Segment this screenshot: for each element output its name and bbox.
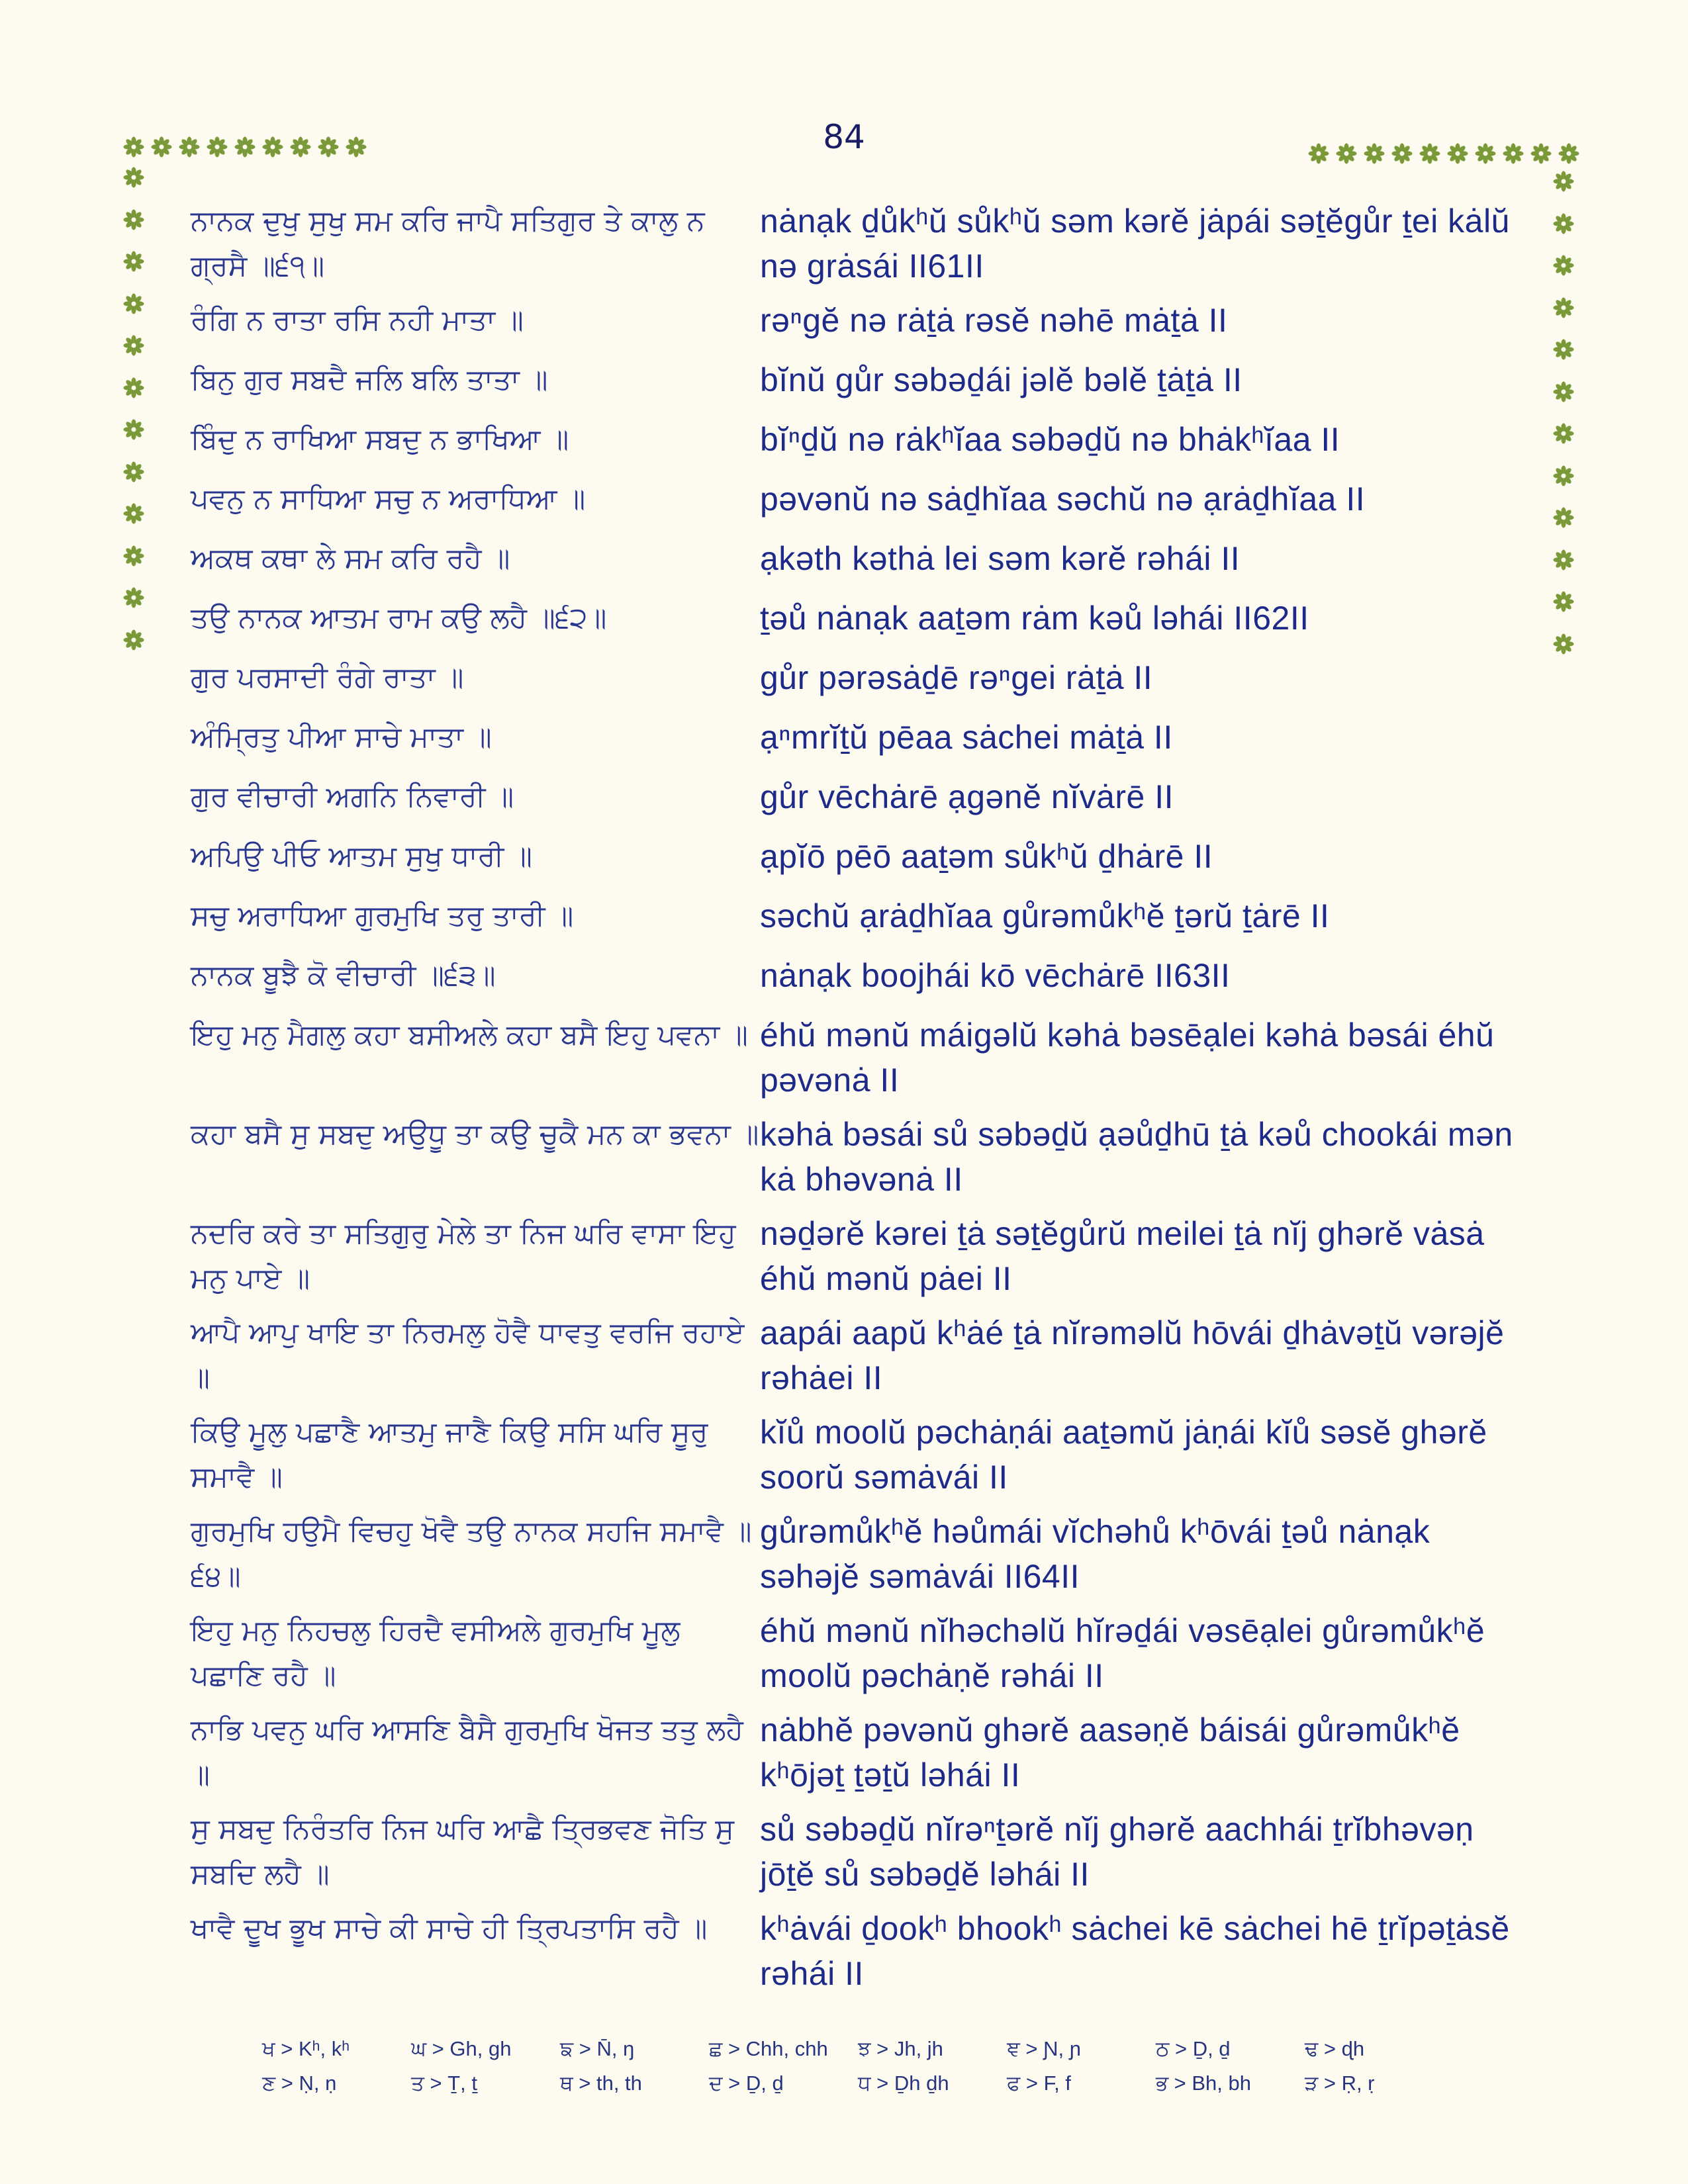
flower-icon <box>1553 171 1574 192</box>
verse-row <box>191 774 1528 825</box>
verse-row <box>191 536 1528 586</box>
transliteration-line: ṯəů nȧnạk aaṯəm rȧm kəů ləhái II62II <box>760 600 1309 637</box>
flower-icon <box>1447 143 1468 164</box>
flower-icon <box>1364 143 1385 164</box>
flower-icon <box>123 629 144 651</box>
transliteration-line: pəvənŭ nə sȧḏhĭaa səchŭ nə ạrȧḏhĭaa II <box>760 480 1366 518</box>
transliteration-line: səchŭ ạrȧḏhĭaa gůrəmůkʰĕ ṯərŭ ṯȧrē II <box>760 897 1330 934</box>
transliteration-line: gůrəmůkʰĕ həůmái vĭchəhů kʰōvái ṯəů nȧnạk səhəjĕ səmȧvái II64II <box>760 1513 1430 1595</box>
legend-item: ਢ > ɖh <box>1305 2037 1365 2060</box>
flower-icon <box>179 136 200 158</box>
transliteration-line: aapái aapŭ kʰȧé ṯȧ nĭrəməlŭ hōvái ḏhȧvəṯŭ vərəjĕ rəhȧei II <box>760 1314 1505 1396</box>
flower-icon <box>1553 591 1574 612</box>
gurmukhi-line: ਨਦਰਿ ਕਰੇ ਤਾ ਸਤਿਗੁਰੁ ਮੇਲੇ ਤਾ ਨਿਜ ਘਰਿ ਵਾਸਾ ਇਹੁ ਮਨੁ ਪਾਏ ॥ <box>191 1217 736 1295</box>
gurmukhi-line: ਅੰਮ੍ਰਿਤੁ ਪੀਆ ਸਾਚੇ ਮਾਤਾ ॥ <box>191 721 492 754</box>
gurmukhi-line: ਸੁ ਸਬਦੁ ਨਿਰੰਤਰਿ ਨਿਜ ਘਰਿ ਆਛੈ ਤ੍ਰਿਭਵਣ ਜੋਤਿ ਸੁ ਸਬਦਿ ਲਹੈ ॥ <box>191 1813 734 1891</box>
transliteration-line: ạpĭō pēō aaṯəm sůkʰŭ ḏhȧrē II <box>760 838 1213 875</box>
flower-icon <box>1391 143 1413 164</box>
gurmukhi-line: ਨਾਨਕ ਦੁਖੁ ਸੁਖੁ ਸਮ ਕਰਿ ਜਾਪੈ ਸਤਿਗੁਰ ਤੇ ਕਾਲੁ ਨ ਗ੍ਰਸੈ ॥੬੧॥ <box>191 205 705 283</box>
gurmukhi-line: ਗੁਰ ਪਰਸਾਦੀ ਰੰਗੇ ਰਾਤਾ ॥ <box>191 661 464 694</box>
verse-row <box>191 834 1528 884</box>
flower-icon <box>123 503 144 524</box>
gurmukhi-line: ਤਉ ਨਾਨਕ ਆਤਮ ਰਾਮ ਕਉ ਲਹੈ ॥੬੨॥ <box>191 602 607 635</box>
legend-item: ਫ > F, f <box>1007 2071 1071 2095</box>
flower-icon <box>1553 465 1574 486</box>
transliteration-line: nȧnạk boojhái kō vēchȧrē II63II <box>760 957 1231 994</box>
gurmukhi-line: ਅਕਥ ਕਥਾ ਲੇ ਸਮ ਕਰਿ ਰਹੈ ॥ <box>191 542 510 575</box>
gurmukhi-line: ਰੰਗਿ ਨ ਰਾਤਾ ਰਸਿ ਨਹੀ ਮਾਤਾ ॥ <box>191 304 524 337</box>
flower-icon <box>151 136 172 158</box>
legend-item: ਛ > Chh, chh <box>709 2037 828 2060</box>
flower-icon <box>1553 381 1574 402</box>
verse-row <box>191 1013 1528 1103</box>
flower-icon <box>123 545 144 567</box>
legend-row <box>262 2037 1454 2071</box>
flower-icon <box>123 419 144 440</box>
legend-item: ਙ > N̄, ŋ <box>560 2037 635 2060</box>
gurmukhi-line: ਗੁਰ ਵੀਚਾਰੀ ਅਗਨਿ ਨਿਵਾਰੀ ॥ <box>191 780 514 813</box>
legend-row <box>262 2071 1454 2106</box>
verse-row <box>191 298 1528 348</box>
legend-item: ਤ > Ṯ, ṯ <box>411 2071 477 2095</box>
flower-icon <box>123 167 144 188</box>
flower-icon <box>234 136 256 158</box>
gurmukhi-line: ਗੁਰਮੁਖਿ ਹਉਮੈ ਵਿਚਹੁ ਖੋਵੈ ਤਉ ਨਾਨਕ ਸਹਜਿ ਸਮਾਵੈ ॥੬੪॥ <box>191 1515 752 1593</box>
transliteration-line: sů səbəḏŭ nĭrəⁿṯərĕ nĭj ghərĕ aachhái ṯrĭbhəvəṇ jōṯĕ sů səbəḏĕ ləhái II <box>760 1811 1474 1893</box>
legend-item: ਖ > Kʰ, kʰ <box>262 2037 350 2060</box>
gurmukhi-line: ਪਵਨੁ ਨ ਸਾਧਿਆ ਸਚੁ ਨ ਅਰਾਧਿਆ ॥ <box>191 482 586 516</box>
flower-icon <box>1553 633 1574 655</box>
flower-icon <box>1308 143 1329 164</box>
flower-icon <box>1336 143 1357 164</box>
transliteration-line: nȧbhĕ pəvənŭ ghərĕ aasəṇĕ báisái gůrəmůkʰĕ kʰōjəṯ ṯəṯŭ ləhái II <box>760 1711 1460 1794</box>
verse-row <box>191 199 1528 289</box>
verse-list <box>191 199 1528 2005</box>
flower-icon <box>1503 143 1524 164</box>
gurmukhi-line: ਬਿੰਦੁ ਨ ਰਾਖਿਆ ਸਬਦੁ ਨ ਭਾਖਿਆ ॥ <box>191 423 569 456</box>
flower-icon <box>123 587 144 608</box>
legend-item: ਥ > th, th <box>560 2071 642 2095</box>
flower-icon <box>123 209 144 230</box>
flower-icon <box>123 136 144 158</box>
gurmukhi-line: ਅਪਿਉ ਪੀਓ ਆਤਮ ਸੁਖੁ ਧਾਰੀ ॥ <box>191 840 532 873</box>
gurmukhi-line: ਨਾਨਕ ਬੂਝੈ ਕੋ ਵੀਚਾਰੀ ॥੬੩॥ <box>191 959 496 992</box>
verse-row <box>191 1906 1528 1996</box>
verse-row <box>191 715 1528 765</box>
legend-item: ਠ > Ḏ, ḏ <box>1156 2037 1231 2060</box>
flower-icon <box>123 251 144 272</box>
flower-icon <box>1558 143 1579 164</box>
gurmukhi-line: ਸਚੁ ਅਰਾਧਿਆ ਗੁਰਮੁਖਿ ਤਰੁ ਤਾਰੀ ॥ <box>191 899 574 933</box>
flower-icon <box>123 377 144 398</box>
transliteration-line: rəⁿgĕ nə rȧṯȧ rəsĕ nəhē mȧṯȧ II <box>760 302 1228 339</box>
gurmukhi-line: ਇਹੁ ਮਨੁ ਨਿਹਚਲੁ ਹਿਰਦੈ ਵਸੀਅਲੇ ਗੁਰਮੁਖਿ ਮੂਲੁ ਪਛਾਣਿ ਰਹੈ ॥ <box>191 1614 680 1692</box>
flower-icon <box>346 136 367 158</box>
gurmukhi-line: ਕਿਉ ਮੂਲੁ ਪਛਾਣੈ ਆਤਮੁ ਜਾਣੈ ਕਿਉ ਸਸਿ ਘਰਿ ਸੂਰੁ ਸਮਾਵੈ ॥ <box>191 1416 708 1494</box>
verse-row <box>191 1310 1528 1400</box>
transliteration-line: ạkəth kəthȧ lei səm kərĕ rəhái II <box>760 540 1241 577</box>
transliteration-line: nəḏərĕ kərei ṯȧ səṯĕgůrŭ meilei ṯȧ nĭj ghərĕ vȧsȧ éhŭ mənŭ pȧei II <box>760 1215 1485 1297</box>
legend-item: ੜ > Ṛ, ṛ <box>1305 2071 1375 2095</box>
flower-icon <box>123 293 144 314</box>
transliteration-line: gůr pərəsȧḏē rəⁿgei rȧṯȧ II <box>760 659 1153 696</box>
verse-row <box>191 1509 1528 1599</box>
flower-icon <box>1553 507 1574 528</box>
verse-row <box>191 357 1528 408</box>
verse-row <box>191 655 1528 705</box>
flower-icon <box>262 136 283 158</box>
legend-item: ਘ > Gh, gh <box>411 2037 512 2060</box>
gurmukhi-line: ਕਹਾ ਬਸੈ ਸੁ ਸਬਦੁ ਅਉਧੂ ਤਾ ਕਉ ਚੂਕੈ ਮਨ ਕਾ ਭਵਨਾ ॥ <box>191 1118 759 1151</box>
flower-icon <box>1553 297 1574 318</box>
gurmukhi-line: ਬਿਨੁ ਗੁਰ ਸਬਦੈ ਜਲਿ ਬਲਿ ਤਾਤਾ ॥ <box>191 363 548 396</box>
transliteration-line: éhŭ mənŭ nĭhəchəlŭ hĭrəḏái vəsēạlei gůrəmůkʰĕ moolŭ pəchȧṇĕ rəhái II <box>760 1612 1485 1694</box>
flower-icon <box>1553 213 1574 234</box>
transliteration-line: bĭⁿḏŭ nə rȧkʰĭaa səbəḏŭ nə bhȧkʰĭaa II <box>760 421 1340 458</box>
verse-row <box>191 893 1528 944</box>
verse-row <box>191 417 1528 467</box>
gurmukhi-line: ਇਹੁ ਮਨੁ ਮੈਗਲੁ ਕਹਾ ਬਸੀਅਲੇ ਕਹਾ ਬਸੈ ਇਹੁ ਪਵਨਾ ॥ <box>191 1019 748 1052</box>
legend-item: ਣ > Ṇ, ṇ <box>262 2071 337 2095</box>
transliteration-legend <box>262 2037 1454 2106</box>
verse-row <box>191 596 1528 646</box>
gurmukhi-line: ਖਾਵੈ ਦੂਖ ਭੂਖ ਸਾਚੇ ਕੀ ਸਾਚੇ ਹੀ ਤ੍ਰਿਪਤਾਸਿ ਰਹੈ ॥ <box>191 1912 708 1945</box>
transliteration-line: éhŭ mənŭ máigəlŭ kəhȧ bəsēạlei kəhȧ bəsái éhŭ pəvənȧ II <box>760 1017 1495 1099</box>
verse-row <box>191 1707 1528 1797</box>
transliteration-line: nȧnạk ḏůkʰŭ sůkʰŭ səm kərĕ jȧpái səṯĕgůr ṯei kȧlŭ nə grȧsái II61II <box>760 203 1510 285</box>
gurmukhi-line: ਆਪੈ ਆਪੁ ਖਾਇ ਤਾ ਨਿਰਮਲੁ ਹੋਵੈ ਧਾਵਤੁ ਵਰਜਿ ਰਹਾਏ ॥ <box>191 1316 745 1394</box>
gurmukhi-line: ਨਾਭਿ ਪਵਨੁ ਘਰਿ ਆਸਣਿ ਬੈਸੈ ਗੁਰਮੁਖਿ ਖੋਜਤ ਤਤੁ ਲਹੈ ॥ <box>191 1713 743 1792</box>
transliteration-line: gůr vēchȧrē ạgənĕ nĭvȧrē II <box>760 778 1174 815</box>
flower-icon <box>290 136 311 158</box>
flower-icon <box>318 136 339 158</box>
transliteration-line: kĭů moolŭ pəchȧṇái aaṯəmŭ jȧṇái kĭů səsĕ ghərĕ soorŭ səmȧvái II <box>760 1414 1487 1496</box>
transliteration-line: kʰȧvái ḏookʰ bhookʰ sȧchei kē sȧchei hē ṯrĭpəṯȧsĕ rəhái II <box>760 1910 1510 1992</box>
flower-icon <box>1553 339 1574 360</box>
flower-icon <box>1530 143 1552 164</box>
flower-icon <box>1553 549 1574 570</box>
flower-icon <box>1475 143 1496 164</box>
flower-icon <box>1553 255 1574 276</box>
legend-item: ਞ > Ɲ, ɲ <box>1007 2037 1081 2060</box>
flower-icon <box>1553 423 1574 444</box>
flower-icon <box>207 136 228 158</box>
transliteration-line: bĭnŭ gůr səbəḏái jəlĕ bəlĕ ṯȧṯȧ II <box>760 361 1243 398</box>
flower-icon <box>123 335 144 356</box>
verse-row <box>191 1112 1528 1202</box>
legend-item: ਝ > Jh, jh <box>858 2037 943 2060</box>
transliteration-line: kəhȧ bəsái sů səbəḏŭ ạəůḏhū ṯȧ kəů chookái mən kȧ bhəvənȧ II <box>760 1116 1513 1198</box>
legend-item: ਦ > Ḏ, ḏ <box>709 2071 784 2095</box>
flower-icon <box>1419 143 1440 164</box>
verse-row <box>191 1211 1528 1301</box>
verse-row <box>191 477 1528 527</box>
verse-row <box>191 1608 1528 1698</box>
legend-item: ਧ > Ḏh ḏh <box>858 2071 949 2095</box>
verse-row <box>191 1410 1528 1500</box>
page-number: 84 <box>823 118 865 156</box>
transliteration-line: ạⁿmrĭṯŭ pēaa sȧchei mȧṯȧ II <box>760 719 1173 756</box>
flower-icon <box>123 461 144 482</box>
verse-row <box>191 1807 1528 1897</box>
verse-row <box>191 953 1528 1003</box>
legend-item: ਭ > Bh, bh <box>1156 2071 1251 2095</box>
